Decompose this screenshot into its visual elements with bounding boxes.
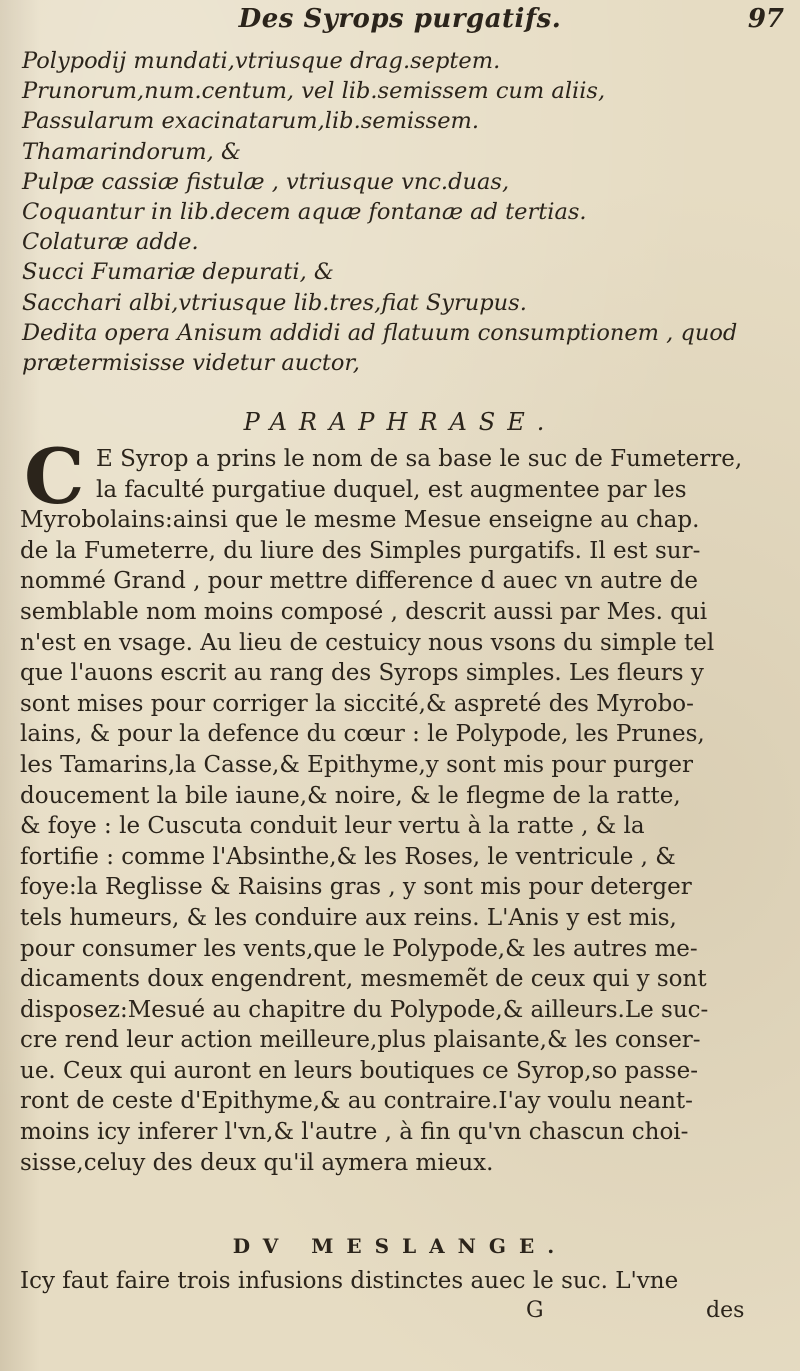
drop-cap: C	[24, 432, 85, 521]
body-line: pour consumer les vents,que le Polypode,& les autres me-	[20, 935, 698, 962]
meslange-heading: DV MESLANGE.	[232, 1234, 568, 1258]
body-line-final: Icy faut faire trois infusions distinctes auec le suc. L'vne	[20, 1268, 679, 1294]
recipe-line: Colaturæ adde.	[22, 229, 199, 256]
body-line: nommé Grand , pour mettre difference d auec vn autre de	[20, 568, 699, 595]
body-line: la faculté purgatiue duquel, est augmentee par les	[96, 476, 687, 503]
catchword: des	[706, 1298, 745, 1323]
body-line: foye:la Reglisse & Raisins gras , y sont mis pour deterger	[20, 874, 692, 901]
body-line: E Syrop a prins le nom de sa base le suc de Fumeterre,	[96, 446, 743, 472]
page-number: 97	[747, 4, 784, 34]
recipe-line: Prunorum,num.centum, vel lib.semissem cum aliis,	[22, 78, 606, 105]
body-line: tels humeurs, & les conduire aux reins. L'Anis y est mis,	[20, 904, 677, 931]
body-line: Myrobolains:ainsi que le mesme Mesue enseigne au chap.	[20, 507, 700, 534]
body-line: sont mises pour corriger la siccité,& aspreté des Myrobo-	[20, 690, 694, 717]
latin-recipe	[22, 46, 782, 378]
recipe-line: Pulpæ cassiæ fistulæ , vtriusque vnc.duas,	[22, 168, 510, 195]
paraphrase-heading: PARAPHRASE.	[243, 408, 557, 436]
recipe-line: Succi Fumariæ depurati, &	[22, 259, 334, 286]
body-line: ront de ceste d'Epithyme,& au contraire.I'ay voulu neant-	[20, 1088, 693, 1115]
recipe-line: Dedita opera Anisum addidi ad flatuum consumptionem , quod	[22, 319, 738, 346]
paraphrase-body	[20, 432, 790, 1178]
body-line: n'est en vsage. Au lieu de cestuicy nous vsons du simple tel	[20, 629, 715, 656]
running-title: Des Syrops purgatifs.	[238, 4, 562, 34]
page-header	[0, 4, 800, 40]
body-line: moins icy inferer l'vn,& l'autre , à fin qu'vn chascun choi-	[20, 1119, 689, 1146]
body-line: cre rend leur action meilleure,plus plaisante,& les conser-	[20, 1027, 701, 1054]
body-line: fortifie : comme l'Absinthe,& les Roses, le ventricule , &	[20, 843, 676, 870]
body-line: que l'auons escrit au rang des Syrops simples. Les fleurs y	[20, 660, 704, 687]
body-line: ue. Ceux qui auront en leurs boutiques ce Syrop,so passe-	[20, 1057, 698, 1084]
body-line: dicaments doux engendrent, mesmemẽt de ceux qui y sont	[20, 966, 707, 993]
body-line: disposez:Mesué au chapitre du Polypode,& ailleurs.Le suc-	[20, 996, 709, 1023]
body-line: lains, & pour la defence du cœur : le Polypode, les Prunes,	[20, 721, 705, 748]
body-line: de la Fumeterre, du liure des Simples purgatifs. Il est sur-	[20, 537, 701, 564]
body-line: sisse,celuy des deux qu'il aymera mieux.	[20, 1149, 494, 1176]
body-line: semblable nom moins composé , descrit aussi par Mes. qui	[20, 598, 708, 625]
body-line: doucement la bile iaune,& noire, & le flegme de la ratte,	[20, 782, 681, 809]
recipe-line: prætermisisse videtur auctor,	[22, 350, 360, 377]
recipe-line: Polypodij mundati,vtriusque drag.septem.	[22, 48, 501, 74]
body-line: les Tamarins,la Casse,& Epithyme,y sont mis pour purger	[20, 751, 693, 778]
recipe-line: Thamarindorum, &	[22, 138, 241, 165]
recipe-line: Sacchari albi,vtriusque lib.tres,fiat Syrupus.	[22, 289, 527, 316]
signature-mark: G	[526, 1298, 544, 1323]
recipe-line: Coquantur in lib.decem aquæ fontanæ ad tertias.	[22, 199, 587, 226]
body-line: & foye : le Cuscuta conduit leur vertu à la ratte , & la	[20, 813, 645, 840]
recipe-line: Passularum exacinatarum,lib.semissem.	[22, 108, 480, 135]
